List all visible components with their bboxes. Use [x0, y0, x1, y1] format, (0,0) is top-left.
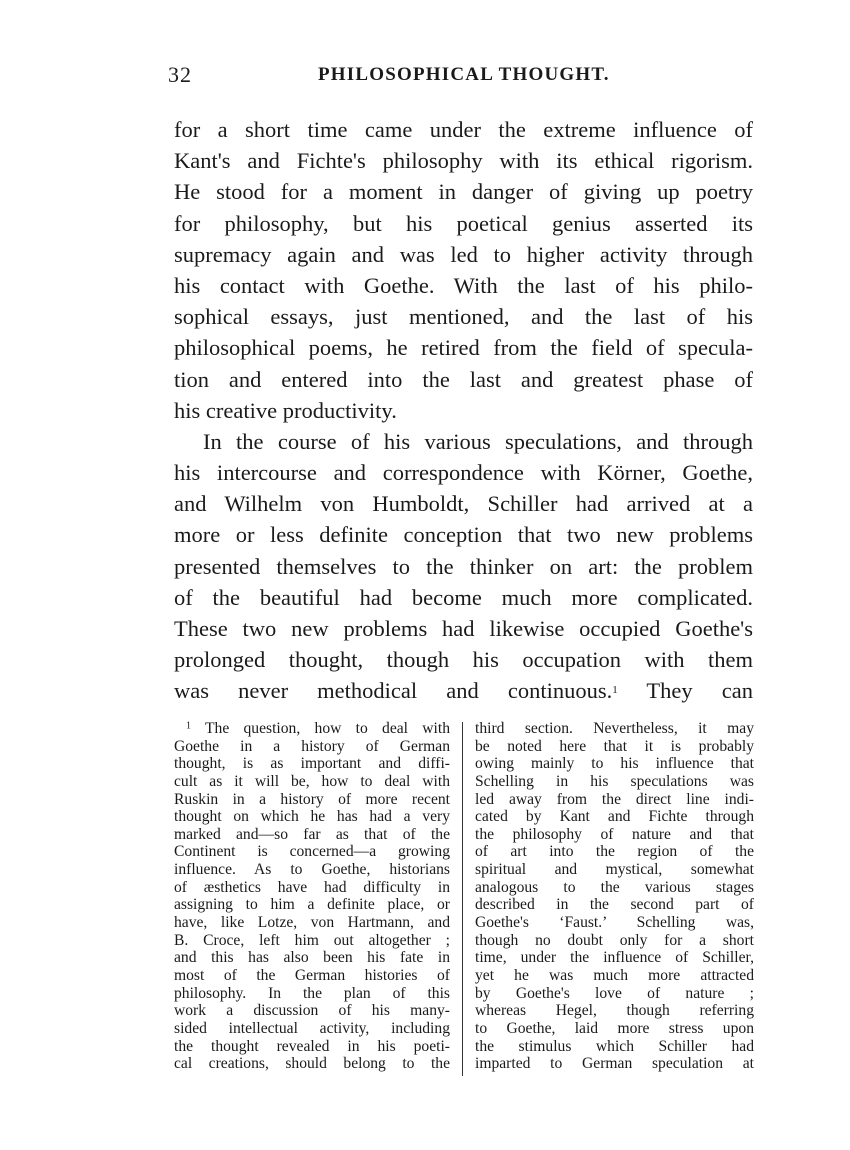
- footnote-line: Schelling in his speculations was: [475, 772, 754, 790]
- footnote-column-right: [475, 720, 754, 1073]
- footnote-line: and this has also been his fate in: [174, 949, 450, 967]
- text-line: for philosophy, but his poetical genius asserted its: [174, 210, 753, 236]
- footnote-line: be noted here that it is probably: [475, 737, 754, 755]
- text-fragment: was never methodical and continuous.: [174, 678, 613, 704]
- footnote-line: [174, 720, 450, 738]
- footnote-line: thought on which he has had a very: [174, 808, 450, 826]
- footnote-line: B. Croce, left him out altogether ;: [174, 931, 450, 949]
- footnote-line: led away from the direct line indi-: [475, 790, 754, 808]
- footnote-line: owing mainly to his influence that: [475, 755, 754, 773]
- text-line: tion and entered into the last and greatest phase of: [174, 366, 753, 392]
- footnote-line: the philosophy of nature and that: [475, 825, 754, 843]
- footnote-line: third section. Nevertheless, it may: [475, 720, 754, 737]
- footnote-line: assigning to him a definite place, or: [174, 896, 450, 914]
- column-divider: [462, 722, 463, 1076]
- footnote-line: cal creations, should belong to the: [174, 1055, 450, 1073]
- text-line: and Wilhelm von Humboldt, Schiller had arrived at a: [174, 491, 753, 517]
- text-line: philosophical poems, he retired from the field of specula-: [174, 335, 753, 361]
- text-line: of the beautiful had become much more complicated.: [174, 584, 753, 610]
- text-line: for a short time came under the extreme influence of: [174, 117, 753, 142]
- footnote-line: of art into the region of the: [475, 843, 754, 861]
- footnote-line: the thought revealed in his poeti-: [174, 1037, 450, 1055]
- footnote-line: yet he was much more attracted: [475, 966, 754, 984]
- running-title: PHILOSOPHICAL THOUGHT.: [318, 64, 610, 85]
- footnote-line: have, like Lotze, von Hartmann, and: [174, 914, 450, 932]
- footnote-marker: 1: [186, 720, 191, 732]
- footnote-line: spiritual and mystical, somewhat: [475, 861, 754, 879]
- text-line-final: [174, 675, 753, 706]
- text-line: his contact with Goethe. With the last of his philo-: [174, 272, 753, 298]
- text-line: prolonged thought, though his occupation with them: [174, 647, 753, 673]
- footnote-line: time, under the influence of Schiller,: [475, 949, 754, 967]
- footnote-line: cated by Kant and Fichte through: [475, 808, 754, 826]
- text-line: supremacy again and was led to higher activity through: [174, 241, 753, 267]
- footnote-line: though no doubt only for a short: [475, 931, 754, 949]
- footnote-text: The question, how to deal with: [205, 720, 451, 737]
- text-line: In the course of his various speculations, and through: [203, 428, 753, 454]
- footnote-line: thought, is as important and diffi-: [174, 755, 450, 773]
- footnote-line: Goethe's ‘Faust.’ Schelling was,: [475, 914, 754, 932]
- page-number: 32: [168, 62, 192, 87]
- footnote-line: Ruskin in a history of more recent: [174, 790, 450, 808]
- footnote-line: influence. As to Goethe, historians: [174, 861, 450, 879]
- main-text: [174, 114, 753, 707]
- footnote-line: whereas Hegel, though referring: [475, 1002, 754, 1020]
- footnote-line: described in the second part of: [475, 896, 754, 914]
- text-line: sophical essays, just mentioned, and the last of his: [174, 304, 753, 330]
- footnote-line: Continent is concerned—a growing: [174, 843, 450, 861]
- footnote-column-left: [174, 720, 450, 1073]
- footnote-reference: 1: [612, 684, 618, 697]
- footnote-line: analogous to the various stages: [475, 878, 754, 896]
- text-line: more or less definite conception that two new problems: [174, 522, 753, 548]
- footnote-line: to Goethe, laid more stress upon: [475, 1019, 754, 1037]
- footnote-line: marked and—so far as that of the: [174, 825, 450, 843]
- footnote-line: most of the German histories of: [174, 966, 450, 984]
- footnote-line: of æsthetics have had difficulty in: [174, 878, 450, 896]
- footnote-area: [174, 720, 754, 1080]
- text-line: He stood for a moment in danger of giving up poetry: [174, 179, 753, 205]
- text-line: his intercourse and correspondence with Körner, Goethe,: [174, 460, 753, 486]
- text-line: Kant's and Fichte's philosophy with its ethical rigorism.: [174, 148, 753, 174]
- footnote-line: Goethe in a history of German: [174, 737, 450, 755]
- footnote-line: by Goethe's love of nature ;: [475, 984, 754, 1002]
- footnote-line: imparted to German speculation at: [475, 1055, 754, 1073]
- text-fragment: They can: [646, 678, 753, 704]
- text-line: his creative productivity.: [174, 397, 397, 423]
- footnote-line: philosophy. In the plan of this: [174, 984, 450, 1002]
- text-line: presented themselves to the thinker on art: the problem: [174, 553, 753, 579]
- footnote-line: sided intellectual activity, including: [174, 1019, 450, 1037]
- footnote-line: the stimulus which Schiller had: [475, 1037, 754, 1055]
- footnote-line: cult as it will be, how to deal with: [174, 772, 450, 790]
- footnote-line: work a discussion of his many-: [174, 1002, 450, 1020]
- text-line: These two new problems had likewise occupied Goethe's: [174, 616, 753, 641]
